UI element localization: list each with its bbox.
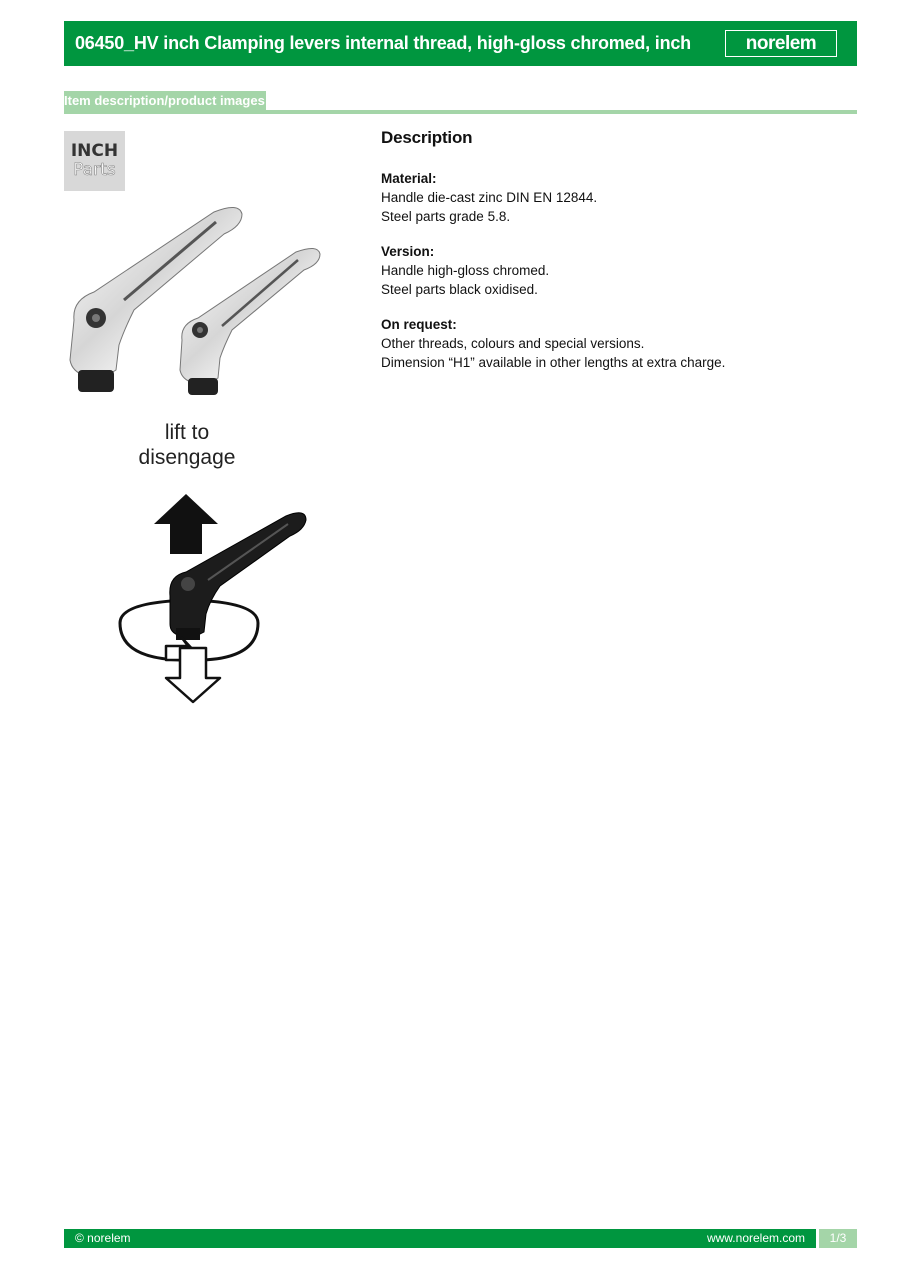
badge-line-1: INCH (70, 141, 119, 161)
on-request-label: On request: (381, 317, 457, 332)
footer-copyright: © norelem (75, 1231, 131, 1245)
section-divider (64, 110, 857, 114)
on-request-block (381, 315, 851, 372)
footer-bar (64, 1229, 816, 1248)
material-block (381, 169, 851, 226)
inch-parts-badge (64, 131, 125, 191)
caption-line-2: disengage (138, 446, 236, 469)
product-image-clamping-levers (64, 200, 324, 400)
page-title: 06450_HV inch Clamping levers internal thread, high-gloss chromed, inch (75, 33, 691, 53)
header-bar (64, 21, 857, 66)
section-label: Item description/product images (64, 93, 265, 108)
up-arrow-icon (154, 494, 218, 554)
version-line: Steel parts black oxidised. (381, 282, 538, 297)
page-number: 1/3 (819, 1229, 857, 1248)
caption-line-1: lift to (164, 421, 210, 444)
usage-caption (64, 420, 310, 470)
footer-website-link[interactable]: www.norelem.com (706, 1231, 805, 1245)
badge-line-2: Parts (73, 160, 116, 180)
version-label: Version: (381, 244, 435, 259)
description-title: Description (381, 128, 473, 147)
material-line: Steel parts grade 5.8. (381, 209, 511, 224)
description-section (381, 128, 851, 388)
material-line: Handle die-cast zinc DIN EN 12844. (381, 190, 598, 205)
on-request-line: Other threads, colours and special versions. (381, 336, 645, 351)
material-label: Material: (381, 171, 437, 186)
norelem-logo: norelem (725, 30, 837, 57)
section-header (64, 91, 857, 115)
lift-to-disengage-diagram (110, 488, 320, 708)
on-request-line: Dimension “H1” available in other lengths at extra charge. (381, 355, 726, 370)
version-block (381, 242, 851, 299)
version-line: Handle high-gloss chromed. (381, 263, 550, 278)
